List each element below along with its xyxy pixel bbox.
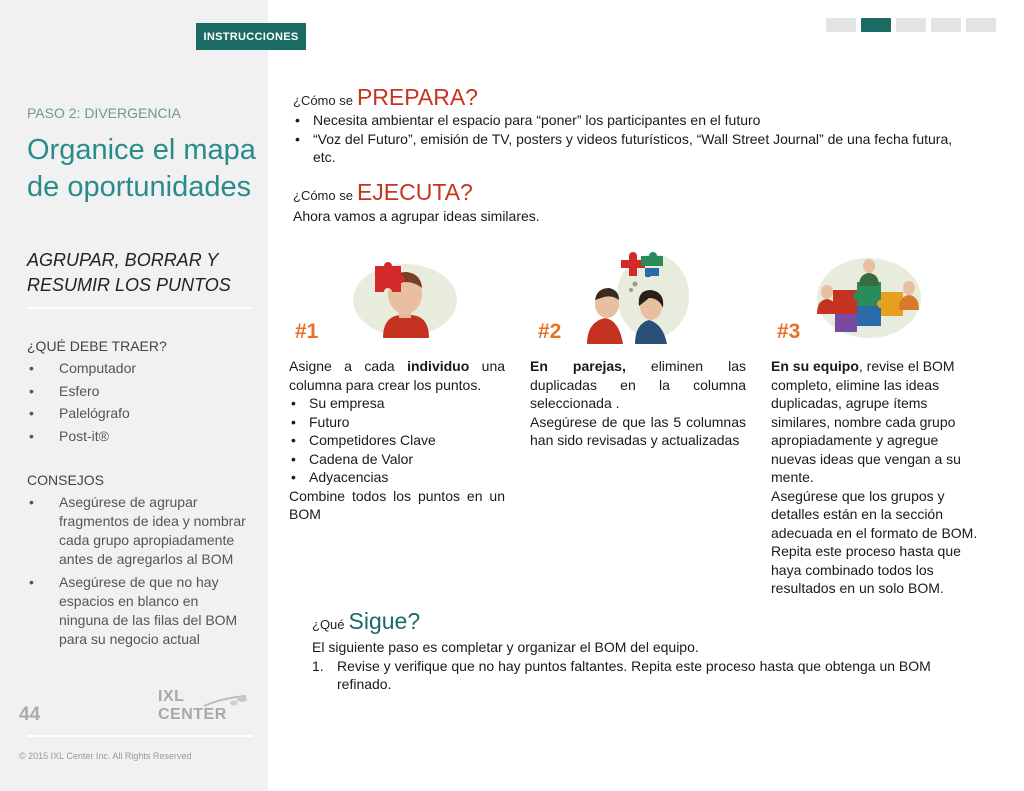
section-subtitle: AGRUPAR, BORRAR Y RESUMIR LOS PUNTOS bbox=[27, 250, 231, 295]
step-1-intro: Asigne a cada individuo una columna para crear los puntos. bbox=[289, 358, 506, 393]
execute-heading: ¿Cómo se EJECUTA? bbox=[293, 179, 473, 205]
step-label: PASO 2: DIVERGENCIA bbox=[27, 105, 181, 121]
logo-text: IXL CENTER bbox=[158, 688, 227, 723]
list-item: • Necesita ambientar el espacio para “poner” los participantes en el futuro bbox=[293, 111, 973, 130]
next-list bbox=[312, 657, 952, 694]
step-1-outro: Combine todos los puntos en un BOM bbox=[289, 487, 505, 522]
stage-2-button[interactable] bbox=[861, 18, 891, 32]
stage-5-button[interactable] bbox=[966, 18, 996, 32]
step-3-number: #3 bbox=[777, 320, 801, 343]
bring-heading: ¿QUÉ DEBE TRAER? bbox=[27, 338, 167, 354]
list-item: • Su empresa bbox=[289, 394, 505, 413]
ixl-logo bbox=[158, 688, 250, 724]
list-item: • Esfero bbox=[27, 382, 252, 401]
step-2-text: En parejas, eliminen las duplicadas en la columna seleccionada . Asegúrese de que las 5 columnas han sido revisadas y actualizadas bbox=[530, 358, 746, 448]
prepare-heading: ¿Cómo se PREPARA? bbox=[293, 84, 478, 110]
divider bbox=[27, 307, 252, 309]
instructions-button[interactable]: INSTRUCCIONES bbox=[196, 23, 306, 50]
step-2-number: #2 bbox=[538, 320, 562, 343]
sidebar bbox=[0, 0, 268, 791]
list-item: • Post-it® bbox=[27, 427, 252, 446]
head-puzzle-icon bbox=[335, 258, 460, 340]
page-number: 44 bbox=[19, 704, 41, 725]
list-item: 1. Revise y verifique que no hay puntos faltantes. Repita este proceso hasta que obtenga un BOM refinado. bbox=[312, 657, 931, 692]
team-puzzle-icon bbox=[813, 252, 925, 346]
list-item: • Cadena de Valor bbox=[289, 450, 505, 469]
step-1-text bbox=[289, 357, 505, 524]
bring-list bbox=[27, 359, 252, 449]
list-item: • Futuro bbox=[289, 413, 505, 432]
copyright: © 2015 IXL Center Inc. All Rights Reserved bbox=[19, 751, 192, 761]
page-title: Organice el mapa de oportunidades bbox=[27, 134, 256, 203]
tips-list bbox=[27, 493, 252, 652]
stage-4-button[interactable] bbox=[931, 18, 961, 32]
divider bbox=[27, 735, 252, 737]
list-item: • “Voz del Futuro”, emisión de TV, posters y videos futurísticos, “Wall Street Journal” de una fecha futura, etc. bbox=[293, 130, 973, 167]
list-item: • Palelógrafo bbox=[27, 404, 252, 423]
step-1-list bbox=[289, 394, 505, 487]
prepare-list bbox=[293, 111, 973, 167]
tips-heading: CONSEJOS bbox=[27, 472, 105, 488]
list-item: • Adyacencias bbox=[289, 468, 505, 487]
list-item: • Asegúrese de agrupar fragmentos de idea y nombrar cada grupo apropiadamente antes de agregarlos al BOM bbox=[27, 493, 252, 569]
list-item: • Computador bbox=[27, 359, 252, 378]
step-3-text: En su equipo, revise el BOM completo, elimine las ideas duplicadas, agrupe ítems similares, nombre cada grupo apropiadamente y agregue nuevas ideas que vengan a su mente. Asegúrese que los grupos y detalles están en la sección adecuada en el formato de BOM. Repita este proceso hasta que haya combinado todos los resultados en un solo BOM. bbox=[771, 358, 978, 596]
stage-nav bbox=[826, 18, 996, 32]
list-item: • Competidores Clave bbox=[289, 431, 505, 450]
next-heading: ¿Qué Sigue? bbox=[312, 608, 421, 634]
step-1-number: #1 bbox=[295, 320, 319, 343]
execute-text: Ahora vamos a agrupar ideas similares. bbox=[293, 208, 540, 224]
pair-puzzle-icon bbox=[583, 250, 693, 344]
stage-1-button[interactable] bbox=[826, 18, 856, 32]
next-text: El siguiente paso es completar y organizar el BOM del equipo. 1. Revise y verifique que no hay puntos faltantes. Repita este proceso hasta que obtenga un BOM refinado. bbox=[312, 638, 952, 694]
list-item: • Asegúrese de que no hay espacios en blanco en ninguna de las filas del BOM para su negocio actual bbox=[27, 573, 252, 649]
stage-3-button[interactable] bbox=[896, 18, 926, 32]
